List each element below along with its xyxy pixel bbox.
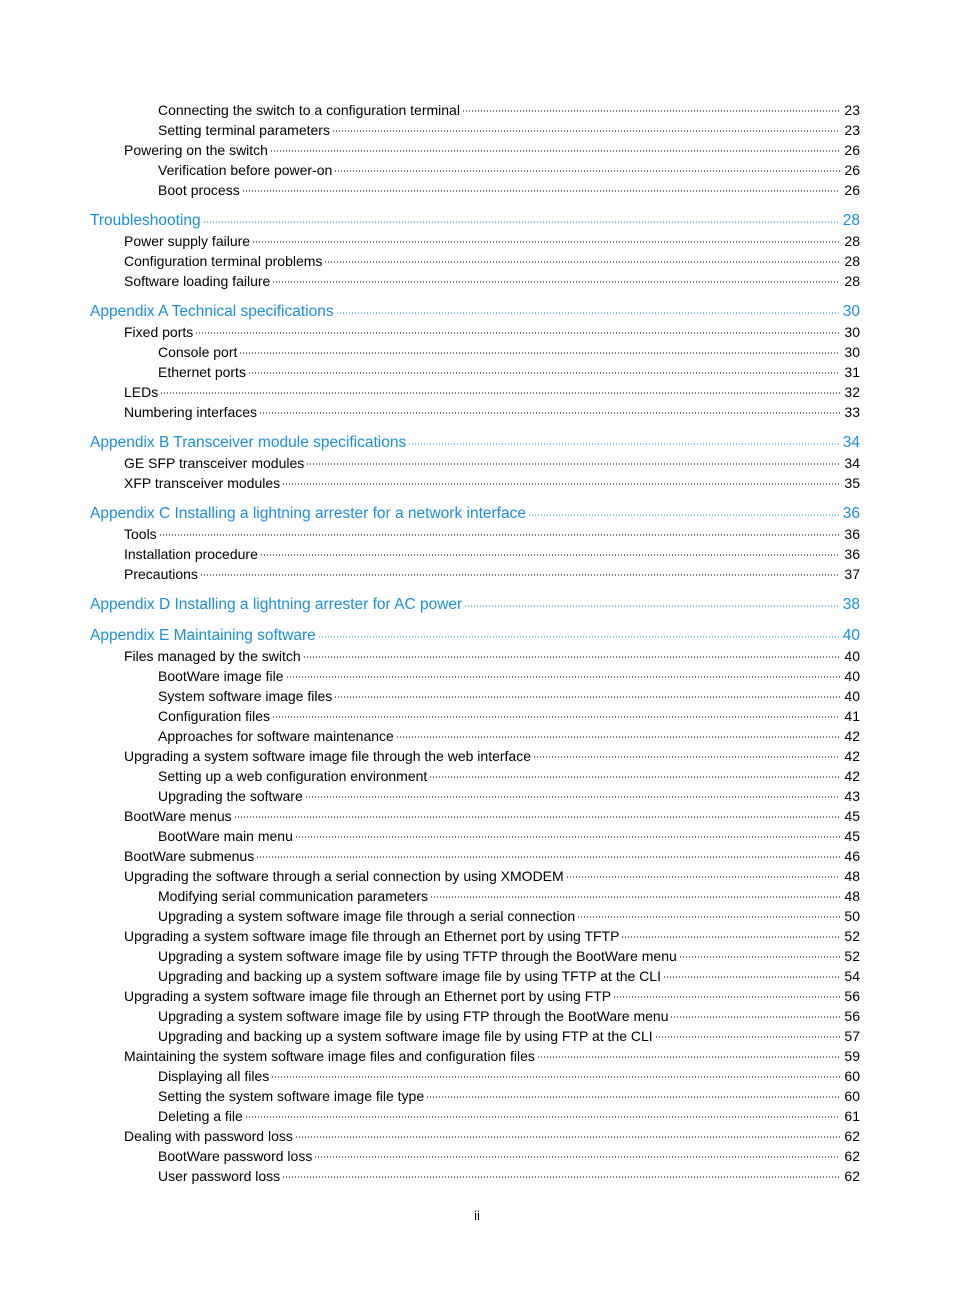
toc-page-number: 54	[844, 968, 860, 984]
dot-leader	[408, 443, 840, 445]
toc-page-number: 57	[844, 1028, 860, 1044]
toc-page-number: 36	[844, 526, 860, 542]
toc-entry-link[interactable]	[90, 564, 860, 584]
toc-entry-title: BootWare menus	[124, 808, 232, 824]
toc-entry-title: Appendix B Transceiver module specifications	[90, 434, 407, 451]
dot-leader	[160, 392, 840, 394]
toc-page-number: 52	[844, 928, 860, 944]
toc-entry-title: Fixed ports	[124, 324, 194, 340]
toc-entry-title: Modifying serial communication parameters	[158, 888, 428, 904]
toc-entry-title: BootWare image file	[158, 668, 284, 684]
toc-page-number: 41	[844, 708, 860, 724]
toc-page-number: 40	[844, 688, 860, 704]
toc-chapter-link[interactable]	[90, 432, 860, 453]
toc-entry-title: Precautions	[124, 566, 198, 582]
toc-page-number: 36	[844, 546, 860, 562]
toc-entry-link[interactable]	[90, 342, 860, 362]
toc-entry-title: Maintaining the system software image files and configuration files	[124, 1048, 535, 1064]
dot-leader	[159, 534, 840, 536]
toc-page-number: 28	[844, 253, 860, 269]
toc-page-number: 26	[844, 182, 860, 198]
dot-leader	[621, 936, 840, 938]
toc-entry-title: Setting terminal parameters	[158, 122, 330, 138]
dot-leader	[203, 221, 840, 223]
toc-entry-link[interactable]	[90, 160, 860, 180]
toc-entry-link[interactable]	[90, 402, 860, 422]
toc-page-number: 40	[844, 668, 860, 684]
toc-page-number: 59	[844, 1048, 860, 1064]
toc-entry-link[interactable]	[90, 926, 860, 946]
toc-page-number: 30	[842, 303, 860, 320]
toc-entry-link[interactable]	[90, 140, 860, 160]
toc-entry-title: Upgrading a system software image file through a serial connection	[158, 908, 576, 924]
toc-entry-link[interactable]	[90, 1086, 860, 1106]
toc-entry-link[interactable]	[90, 473, 860, 493]
toc-page-number: 62	[844, 1148, 860, 1164]
toc-entry-title: System software image files	[158, 688, 333, 704]
toc-page-number: 28	[842, 212, 860, 229]
toc-page-number: 40	[844, 648, 860, 664]
toc-entry-title: User password loss	[158, 1168, 281, 1184]
toc-page-number: 43	[844, 788, 860, 804]
toc-entry-link[interactable]	[90, 1006, 860, 1026]
toc-page-number: 38	[842, 596, 860, 613]
dot-leader	[270, 150, 840, 152]
dot-leader	[464, 605, 840, 607]
toc-entry-link[interactable]	[90, 846, 860, 866]
dot-leader	[306, 463, 840, 465]
toc-page-number: 60	[844, 1068, 860, 1084]
toc-entry-title: Connecting the switch to a configuration terminal	[158, 102, 460, 118]
toc-entry-title: GE SFP transceiver modules	[124, 455, 305, 471]
toc-chapter-link[interactable]	[90, 301, 860, 322]
dot-leader	[282, 1176, 840, 1178]
toc-entry-title: Appendix D Installing a lightning arrester for AC power	[90, 596, 463, 613]
toc-page-number: 56	[844, 1008, 860, 1024]
toc-entry-title: Tools	[124, 526, 157, 542]
dot-leader	[242, 190, 840, 192]
toc-entry-link[interactable]	[90, 766, 860, 786]
toc-entry-link[interactable]	[90, 231, 860, 251]
toc-entry-link[interactable]	[90, 806, 860, 826]
toc-entry-title: Displaying all files	[158, 1068, 270, 1084]
dot-leader	[670, 1016, 840, 1018]
toc-entry-title: BootWare main menu	[158, 828, 293, 844]
dot-leader	[426, 1096, 840, 1098]
toc-page-number: 48	[844, 888, 860, 904]
toc-page-number: 50	[844, 908, 860, 924]
dot-leader	[314, 1156, 840, 1158]
toc-entry-title: Deleting a file	[158, 1108, 243, 1124]
toc-entry-link[interactable]	[90, 322, 860, 342]
toc-entry-link[interactable]	[90, 120, 860, 140]
toc-entry-title: LEDs	[124, 384, 159, 400]
toc-page-number: 30	[844, 324, 860, 340]
toc-page-number: 34	[842, 434, 860, 451]
toc-entry-link[interactable]	[90, 946, 860, 966]
toc-entry-link[interactable]	[90, 544, 860, 564]
dot-leader	[577, 916, 840, 918]
dot-leader	[679, 956, 840, 958]
toc-page-number: 33	[844, 404, 860, 420]
dot-leader	[234, 816, 840, 818]
toc-entry-link[interactable]	[90, 866, 860, 886]
dot-leader	[429, 776, 840, 778]
toc-page-number: 28	[844, 233, 860, 249]
toc-entry-title: BootWare password loss	[158, 1148, 313, 1164]
toc-page-number: 48	[844, 868, 860, 884]
dot-leader	[303, 656, 840, 658]
toc-entry-title: Software loading failure	[124, 273, 271, 289]
toc-entry-link[interactable]	[90, 251, 860, 271]
toc-entry-title: Configuration files	[158, 708, 271, 724]
toc-entry-link[interactable]	[90, 362, 860, 382]
toc-entry-link[interactable]	[90, 726, 860, 746]
toc-entry-title: Upgrading a system software image file through an Ethernet port by using FTP	[124, 988, 612, 1004]
dot-leader	[334, 170, 840, 172]
toc-entry-title: XFP transceiver modules	[124, 475, 281, 491]
dot-leader	[663, 976, 840, 978]
toc-entry-link[interactable]	[90, 666, 860, 686]
toc-entry-link[interactable]	[90, 686, 860, 706]
toc-entry-title: Appendix E Maintaining software	[90, 627, 316, 644]
dot-leader	[613, 996, 840, 998]
toc-entry-title: Numbering interfaces	[124, 404, 258, 420]
toc-entry-title: Upgrading the software through a serial connection by using XMODEM	[124, 868, 564, 884]
dot-leader	[248, 372, 840, 374]
toc-entry-title: Ethernet ports	[158, 364, 246, 380]
dot-leader	[282, 483, 840, 485]
toc-page-number: 30	[844, 344, 860, 360]
toc-page-number: 42	[844, 728, 860, 744]
toc-page-number: 28	[844, 273, 860, 289]
toc-page-number: 26	[844, 142, 860, 158]
toc-entry-link[interactable]	[90, 966, 860, 986]
toc-entry-link[interactable]	[90, 382, 860, 402]
toc-entry-title: Installation procedure	[124, 546, 258, 562]
toc-entry-title: Upgrading a system software image file through the web interface	[124, 748, 531, 764]
toc-entry-title: Upgrading a system software image file by using TFTP through the BootWare menu	[158, 948, 677, 964]
dot-leader	[295, 1136, 840, 1138]
dot-leader	[272, 281, 840, 283]
toc-entry-link[interactable]	[90, 1126, 860, 1146]
toc-page-number: 35	[844, 475, 860, 491]
toc-page-number: 46	[844, 848, 860, 864]
toc-page-number: 52	[844, 948, 860, 964]
table-of-contents	[90, 100, 860, 1186]
toc-entry-title: Upgrading a system software image file by using FTP through the BootWare menu	[158, 1008, 669, 1024]
toc-entry-title: Power supply failure	[124, 233, 251, 249]
toc-entry-link[interactable]	[90, 1026, 860, 1046]
toc-entry-title: Boot process	[158, 182, 240, 198]
toc-entry-title: Approaches for software maintenance	[158, 728, 394, 744]
toc-entry-link[interactable]	[90, 524, 860, 544]
dot-leader	[200, 574, 840, 576]
toc-page-number: 34	[844, 455, 860, 471]
toc-entry-link[interactable]	[90, 706, 860, 726]
toc-entry-title: Configuration terminal problems	[124, 253, 323, 269]
dot-leader	[334, 696, 840, 698]
toc-entry-title: Dealing with password loss	[124, 1128, 293, 1144]
toc-entry-link[interactable]	[90, 886, 860, 906]
dot-leader	[272, 716, 840, 718]
toc-entry-link[interactable]	[90, 180, 860, 200]
toc-chapter-link[interactable]	[90, 210, 860, 231]
dot-leader	[655, 1036, 840, 1038]
page-number: ii	[474, 1208, 480, 1223]
toc-entry-link[interactable]	[90, 1066, 860, 1086]
dot-leader	[430, 896, 840, 898]
toc-page-number: 62	[844, 1168, 860, 1184]
dot-leader	[195, 332, 840, 334]
toc-page-number: 45	[844, 808, 860, 824]
dot-leader	[332, 130, 840, 132]
toc-page-number: 32	[844, 384, 860, 400]
dot-leader	[566, 876, 840, 878]
toc-entry-link[interactable]	[90, 646, 860, 666]
toc-page-number: 23	[844, 122, 860, 138]
toc-entry-link[interactable]	[90, 1146, 860, 1166]
dot-leader	[528, 514, 840, 516]
dot-leader	[239, 352, 840, 354]
dot-leader	[318, 636, 840, 638]
toc-entry-link[interactable]	[90, 1166, 860, 1186]
toc-entry-title: Upgrading and backing up a system software image file by using FTP at the CLI	[158, 1028, 653, 1044]
toc-page-number: 42	[844, 748, 860, 764]
dot-leader	[305, 796, 840, 798]
dot-leader	[533, 756, 840, 758]
toc-page-number: 45	[844, 828, 860, 844]
toc-entry-link[interactable]	[90, 906, 860, 926]
toc-entry-link[interactable]	[90, 986, 860, 1006]
dot-leader	[336, 312, 840, 314]
toc-page-number: 61	[844, 1108, 860, 1124]
toc-entry-link[interactable]	[90, 100, 860, 120]
dot-leader	[324, 261, 840, 263]
toc-entry-link[interactable]	[90, 453, 860, 473]
toc-entry-title: Setting the system software image file type	[158, 1088, 425, 1104]
toc-entry-title: Upgrading a system software image file through an Ethernet port by using TFTP	[124, 928, 620, 944]
dot-leader	[260, 554, 840, 556]
toc-page-number: 56	[844, 988, 860, 1004]
toc-entry-link[interactable]	[90, 1046, 860, 1066]
toc-entry-link[interactable]	[90, 786, 860, 806]
dot-leader	[295, 836, 840, 838]
toc-page-number: 31	[844, 364, 860, 380]
toc-page-number: 23	[844, 102, 860, 118]
toc-entry-title: BootWare submenus	[124, 848, 255, 864]
toc-entry-link[interactable]	[90, 746, 860, 766]
dot-leader	[245, 1116, 840, 1118]
toc-page-number: 26	[844, 162, 860, 178]
dot-leader	[256, 856, 840, 858]
dot-leader	[462, 110, 840, 112]
dot-leader	[259, 412, 840, 414]
dot-leader	[396, 736, 840, 738]
toc-entry-link[interactable]	[90, 1106, 860, 1126]
toc-entry-link[interactable]	[90, 826, 860, 846]
dot-leader	[537, 1056, 840, 1058]
toc-entry-title: Appendix C Installing a lightning arrester for a network interface	[90, 505, 526, 522]
toc-chapter-link[interactable]	[90, 594, 860, 615]
toc-page-number: 62	[844, 1128, 860, 1144]
toc-entry-title: Setting up a web configuration environment	[158, 768, 428, 784]
toc-entry-title: Files managed by the switch	[124, 648, 301, 664]
toc-page-number: 37	[844, 566, 860, 582]
dot-leader	[252, 241, 840, 243]
dot-leader	[271, 1076, 840, 1078]
toc-page-number: 36	[842, 505, 860, 522]
toc-page-number: 40	[842, 627, 860, 644]
toc-entry-title: Appendix A Technical specifications	[90, 303, 334, 320]
toc-page-number: 42	[844, 768, 860, 784]
dot-leader	[286, 676, 840, 678]
toc-entry-title: Upgrading the software	[158, 788, 303, 804]
toc-chapter-link[interactable]	[90, 503, 860, 524]
toc-entry-title: Upgrading and backing up a system software image file by using TFTP at the CLI	[158, 968, 661, 984]
toc-entry-link[interactable]	[90, 271, 860, 291]
toc-chapter-link[interactable]	[90, 625, 860, 646]
toc-page-number: 60	[844, 1088, 860, 1104]
toc-entry-title: Console port	[158, 344, 238, 360]
toc-entry-title: Verification before power-on	[158, 162, 333, 178]
toc-entry-title: Troubleshooting	[90, 212, 201, 229]
toc-entry-title: Powering on the switch	[124, 142, 268, 158]
